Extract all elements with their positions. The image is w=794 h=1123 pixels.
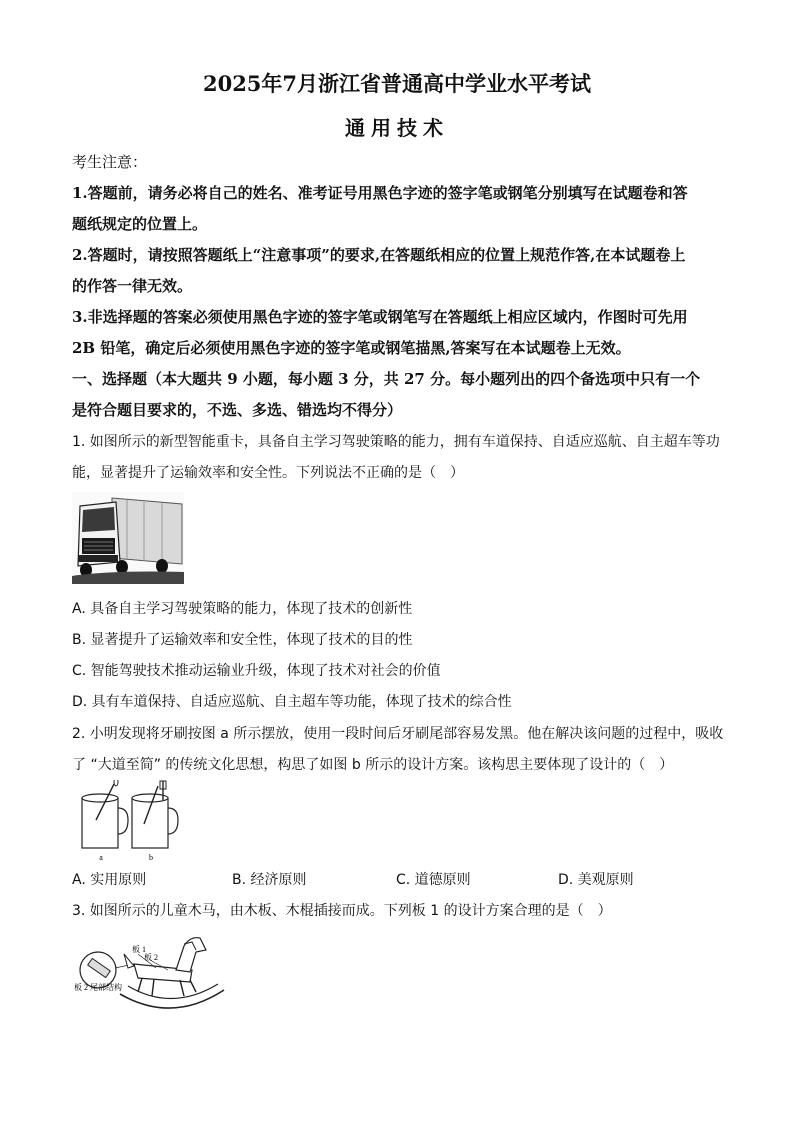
question-2-options	[72, 869, 712, 889]
truck-image	[72, 492, 184, 584]
question-2-option-b: B. 经济原则	[232, 872, 307, 888]
notice-heading: 考生注意：	[72, 153, 148, 171]
question-2-stem: 2. 小明发现将牙刷按图 a 所示摆放，使用一段时间后牙刷尾部容易发黑。他在解决该问题的过程中，吸收	[72, 726, 724, 742]
notice-line: 1.答题前，请务必将自己的姓名、准考证号用黑色字迹的签字笔或钢笔分别填写在试题卷和答	[72, 184, 688, 202]
figure-label-board-2: 板 2	[144, 953, 158, 962]
section-heading-line: 一、选择题（本大题共 9 小题，每小题 3 分，共 27 分。每小题列出的四个备选项中只有一个	[72, 370, 701, 388]
question-1-option-d: D. 具有车道保持、自适应巡航、自主超车等功能，体现了技术的综合性	[72, 694, 512, 710]
notice-line: 2B 铅笔，确定后必须使用黑色字迹的签字笔或钢笔描黑,答案写在本试题卷上无效。	[72, 339, 631, 357]
notice-line: 题纸规定的位置上。	[72, 215, 208, 233]
figure-label-a: a	[99, 853, 103, 862]
question-1-stem: 能，显著提升了运输效率和安全性。下列说法不正确的是（ ）	[72, 465, 464, 481]
figure-label-b: b	[149, 853, 153, 862]
question-2-option-a: A. 实用原则	[72, 872, 147, 888]
question-2-stem: 了 “大道至简” 的传统文化思想，构思了如图 b 所示的设计方案。该构思主要体现了设计的（ ）	[72, 757, 674, 773]
section-heading-line: 是符合题目要求的，不选、多选、错选均不得分）	[72, 401, 403, 419]
notice-line: 2.答题时，请按照答题纸上“注意事项”的要求,在答题纸相应的位置上规范作答,在本试题卷上	[72, 246, 686, 264]
question-3-stem: 3. 如图所示的儿童木马，由木板、木棍插接而成。下列板 1 的设计方案合理的是（ ）	[72, 903, 612, 919]
question-1-option-a: A. 具备自主学习驾驶策略的能力，体现了技术的创新性	[72, 601, 413, 617]
rocking-horse-figure	[72, 928, 232, 1024]
question-1-option-b: B. 显著提升了运输效率和安全性，体现了技术的目的性	[72, 632, 413, 648]
subject-title: 通用技术	[345, 116, 449, 140]
exam-title: 2025年7月浙江省普通高中学业水平考试	[202, 71, 592, 96]
figure-label-board-1: 板 1	[132, 945, 146, 954]
notice-line: 3.非选择题的答案必须使用黑色字迹的签字笔或钢笔写在答题纸上相应区域内，作图时可先用	[72, 308, 688, 326]
notice-line: 的作答一律无效。	[72, 277, 193, 295]
question-1-stem: 1. 如图所示的新型智能重卡，具备自主学习驾驶策略的能力，拥有车道保持、自适应巡航、自主超车等功	[72, 434, 720, 450]
figure-label-board-2-tail: 板 2 尾部结构	[74, 983, 122, 992]
question-2-option-c: C. 道德原则	[396, 872, 471, 888]
question-2-option-d: D. 美观原则	[558, 872, 634, 888]
question-1-option-c: C. 智能驾驶技术推动运输业升级，体现了技术对社会的价值	[72, 663, 441, 679]
toothbrush-cups-figure	[74, 780, 184, 864]
